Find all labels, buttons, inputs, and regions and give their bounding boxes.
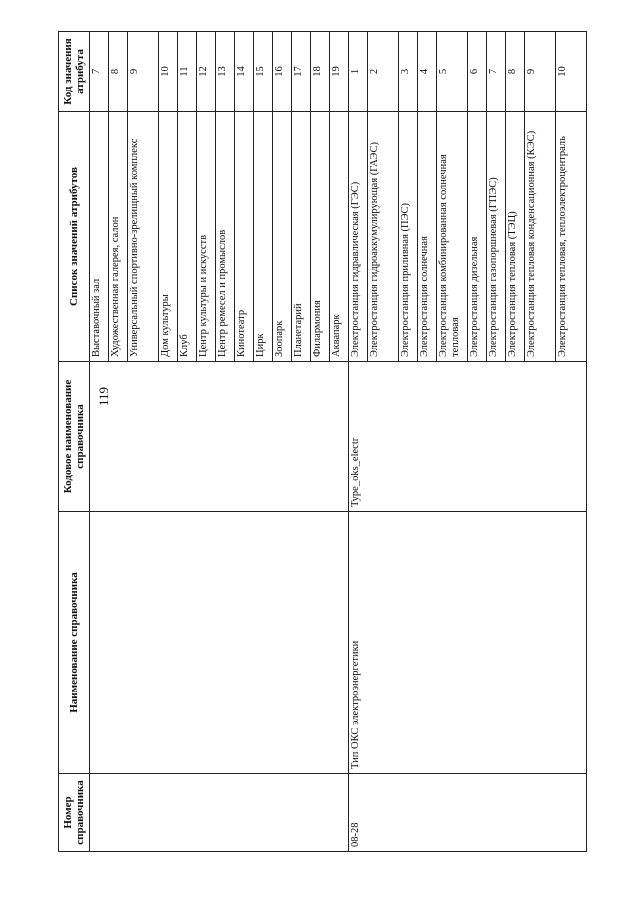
attribute-value: Кинотеатр — [235, 112, 254, 362]
header-code-name: Кодовое наименование справочника — [59, 362, 90, 512]
attribute-code: 17 — [292, 32, 311, 112]
header-values: Список значений атрибутов — [59, 112, 90, 362]
attribute-code: 1 — [349, 32, 368, 112]
page-number: 119 — [96, 386, 111, 406]
attribute-code: 3 — [399, 32, 418, 112]
header-value-code: Код значения атрибута — [59, 32, 90, 112]
header-row — [59, 32, 90, 852]
attribute-code: 6 — [468, 32, 487, 112]
attribute-code: 8 — [109, 32, 128, 112]
attribute-value: Центр ремесел и промыслов — [216, 112, 235, 362]
attribute-value: Электростанция дизельная — [468, 112, 487, 362]
attribute-code: 14 — [235, 32, 254, 112]
attribute-value: Цирк — [254, 112, 273, 362]
attribute-value: Аквапарк — [330, 112, 349, 362]
attribute-code: 16 — [273, 32, 292, 112]
section-name: Тип ОКС электроэнергетики — [349, 512, 587, 774]
attribute-value: Электростанция комбинированная солнечная тепловая — [437, 112, 468, 362]
attribute-code: 12 — [197, 32, 216, 112]
section-number: 08-28 — [349, 774, 587, 852]
section-code-name: Type_oks_electr — [349, 362, 587, 512]
attribute-code: 18 — [311, 32, 330, 112]
attribute-code: 19 — [330, 32, 349, 112]
header-number: Номер справочника — [59, 774, 90, 852]
attribute-value: Центр культуры и искусств — [197, 112, 216, 362]
attribute-code: 4 — [418, 32, 437, 112]
attribute-code: 15 — [254, 32, 273, 112]
attribute-value: Электростанция приливная (ПЭС) — [399, 112, 418, 362]
attribute-value: Электростанция солнечная — [418, 112, 437, 362]
attribute-value: Электростанция гидроаккумулирующая (ГАЭС) — [368, 112, 399, 362]
attribute-code: 7 — [90, 32, 109, 112]
attribute-value: Выставочный зал — [90, 112, 109, 362]
attribute-code: 9 — [128, 32, 159, 112]
attribute-code: 5 — [437, 32, 468, 112]
rotated-table-container — [58, 32, 630, 852]
attribute-value: Художественная галерея, салон — [109, 112, 128, 362]
attribute-code: 11 — [178, 32, 197, 112]
table-row — [349, 32, 368, 852]
attribute-code: 9 — [525, 32, 556, 112]
section-number — [90, 774, 349, 852]
section-code-name — [90, 362, 349, 512]
attribute-code: 13 — [216, 32, 235, 112]
attribute-value: Филармония — [311, 112, 330, 362]
attribute-value: Электростанция тепловая (ТЭЦ) — [506, 112, 525, 362]
attribute-value: Универсальный спортивно-зрелищный комплекс — [128, 112, 159, 362]
attribute-code: 10 — [159, 32, 178, 112]
reference-table — [58, 31, 587, 852]
attribute-code: 10 — [556, 32, 587, 112]
attribute-code: 2 — [368, 32, 399, 112]
attribute-value: Клуб — [178, 112, 197, 362]
attribute-value: Электростанция гидравлическая (ГЭС) — [349, 112, 368, 362]
section-name — [90, 512, 349, 774]
attribute-code: 7 — [487, 32, 506, 112]
attribute-value: Электростанция газопоршневая (ГПЭС) — [487, 112, 506, 362]
attribute-value: Планетарий — [292, 112, 311, 362]
attribute-value: Зоопарк — [273, 112, 292, 362]
attribute-value: Электростанция тепловая конденсационная (КЭС) — [525, 112, 556, 362]
attribute-value: Дом культуры — [159, 112, 178, 362]
attribute-code: 8 — [506, 32, 525, 112]
header-name: Наименование справочника — [59, 512, 90, 774]
attribute-value: Электростанция тепловая, теплоэлектроцентраль — [556, 112, 587, 362]
table-row — [90, 32, 109, 852]
